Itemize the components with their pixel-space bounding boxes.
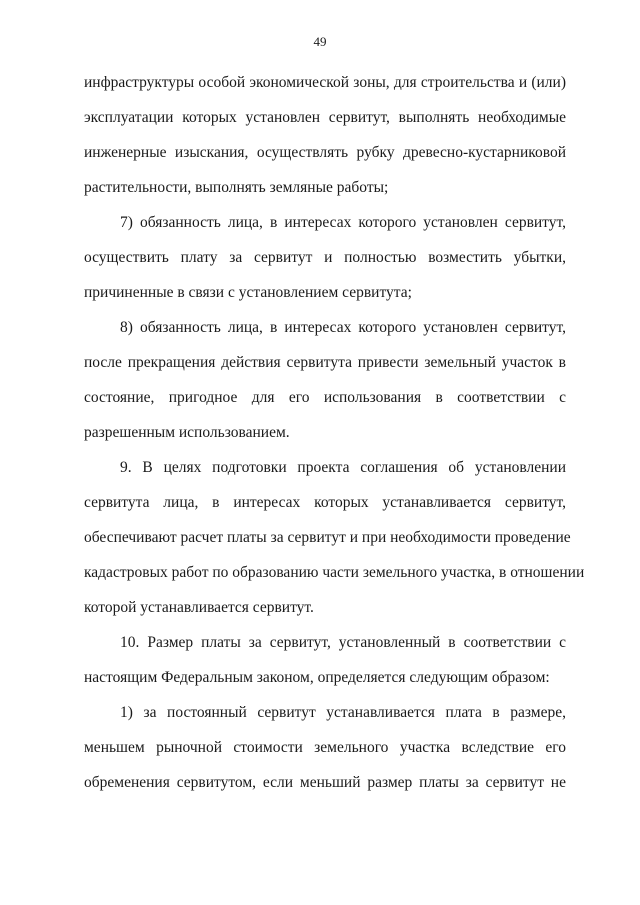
text-line: настоящим Федеральным законом, определяется следующим образом: (84, 669, 550, 686)
text-line: инфраструктуры особой экономической зоны, для строительства и (или) (84, 74, 566, 91)
text-line: обременения сервитутом, если меньший размер платы за сервитут не (84, 774, 566, 791)
text-line: инженерные изыскания, осуществлять рубку древесно-кустарниковой (84, 144, 566, 161)
text-line: 8) обязанность лица, в интересах которого установлен сервитут, (120, 319, 566, 336)
text-line: сервитута лица, в интересах которых устанавливается сервитут, (84, 494, 566, 511)
text-line: состояние, пригодное для его использования в соответствии с (84, 389, 566, 406)
text-line: разрешенным использованием. (84, 424, 290, 441)
text-line: которой устанавливается сервитут. (84, 599, 314, 616)
text-line: 10. Размер платы за сервитут, установленный в соответствии с (120, 634, 566, 651)
text-line: причиненные в связи с установлением сервитута; (84, 284, 412, 301)
text-line: 1) за постоянный сервитут устанавливается плата в размере, (120, 704, 566, 721)
text-line: 9. В целях подготовки проекта соглашения об установлении (120, 459, 566, 476)
text-line: меньшем рыночной стоимости земельного участка вследствие его (84, 739, 566, 756)
text-line: 7) обязанность лица, в интересах которого установлен сервитут, (120, 214, 566, 231)
text-line: эксплуатации которых установлен сервитут, выполнять необходимые (84, 109, 566, 126)
text-line: после прекращения действия сервитута привести земельный участок в (84, 354, 566, 371)
page-number: 49 (313, 34, 327, 49)
text-line: кадастровых работ по образованию части земельного участка, в отношении (84, 564, 585, 581)
text-line: растительности, выполнять земляные работы; (84, 179, 389, 196)
text-line: обеспечивают расчет платы за сервитут и при необходимости проведение (84, 529, 571, 546)
text-line: осуществить плату за сервитут и полностью возместить убытки, (84, 249, 566, 266)
